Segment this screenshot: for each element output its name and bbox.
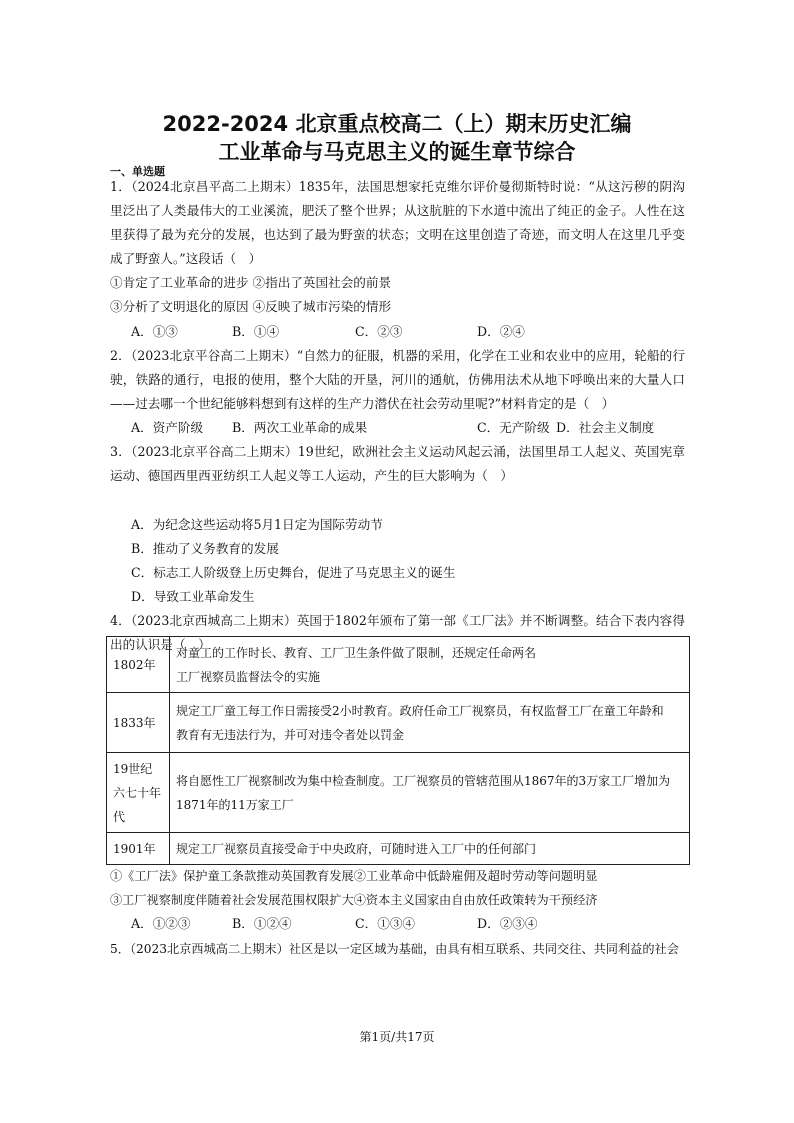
table-row: [107, 753, 690, 833]
question-4-option-c: C．①③④: [355, 916, 416, 931]
question-3-option-a: A．为纪念这些运动将5月1日定为国际劳动节: [131, 517, 383, 532]
question-2-option-d: D．社会主义制度: [556, 420, 655, 435]
question-3-option-d: D．导致工业革命发生: [131, 589, 255, 604]
question-1-option-c: C．②③: [355, 324, 403, 339]
question-1-items-2: ③分析了文明退化的原因 ④反映了城市污染的情形: [110, 299, 392, 314]
table-cell-content: 规定工厂童工每工作日需接受2小时教育。政府任命工厂视察员，有权监督工厂在童工年龄和 教育有无违法行为，并可对违令者处以罚金: [170, 693, 690, 753]
question-2-option-b: B．两次工业革命的成果: [232, 420, 368, 435]
table-row: [107, 637, 690, 693]
question-4-items-1: ①《工厂法》保护童工条款推动英国教育发展②工业革命中低龄雇佣及超时劳动等问题明显: [110, 869, 598, 883]
question-4-stem: 4．（2023北京西城高二上期末）英国于1802年颁布了第一部《工厂法》并不断调整。结合下表内容得出的认识是（ ）: [110, 613, 685, 652]
table-cell-content: 将自愿性工厂视察制改为集中检查制度。工厂视察员的管辖范围从1867年的3万家工厂增加为 1871年的11万家工厂: [170, 753, 690, 833]
question-1-option-d: D．②④: [477, 324, 525, 339]
question-5-stem: 5．（2023北京西城高二上期末）社区是以一定区域为基础，由具有相互联系、共同交往、共同利益的社会: [110, 942, 679, 956]
table-row: [107, 833, 690, 865]
table-row: [107, 693, 690, 753]
question-2-stem: 2．（2023北京平谷高二上期末）“自然力的征服，机器的采用，化学在工业和农业中的应用，轮船的行驶，铁路的通行，电报的使用，整个大陆的开垦，河川的通航，仿佛用法术从地下呼唤出来的大量人口——过去哪一个世纪能够料想到有这样的生产力潜伏在社会劳动里呢?”材料肯定的是（ ）: [110, 348, 685, 411]
question-3-option-c: C．标志工人阶级登上历史舞台，促进了马克思主义的诞生: [131, 565, 456, 580]
question-1-items-1: ①肯定了工业革命的进步 ②指出了英国社会的前景: [110, 275, 392, 290]
question-1-option-a: A．①③: [131, 324, 178, 339]
question-3-stem: 3．（2023北京平谷高二上期末）19世纪，欧洲社会主义运动风起云涌，法国里昂工人起义、英国宪章运动、德国西里西亚纺织工人起义等工人运动，产生的巨大影响为（ ）: [110, 444, 685, 483]
table-cell-content: 对童工的工作时长、教育、工厂卫生条件做了限制，还规定任命两名 工厂视察员监督法令的实施: [170, 637, 690, 693]
question-4-option-b: B．①②④: [232, 916, 292, 931]
table-cell-year: 19世纪 六七十年 代: [107, 753, 170, 833]
question-4-option-a: A．①②③: [131, 916, 191, 931]
table-cell-year: 1901年: [107, 833, 170, 865]
question-2-option-a: A．资产阶级: [131, 420, 204, 435]
section-heading: 一、单选题: [110, 165, 165, 178]
question-1-option-b: B．①④: [232, 324, 280, 339]
question-4-items-2: ③工厂视察制度伴随着社会发展范围权限扩大④资本主义国家由自由放任政策转为干预经济: [110, 893, 598, 907]
page-number: 第1页/共17页: [359, 1030, 435, 1044]
document-title: 2022-2024 北京重点校高二（上）期末历史汇编: [162, 112, 632, 136]
question-1-stem: 1．（2024北京昌平高二上期末）1835年，法国思想家托克维尔评价曼彻斯特时说：“从这污秽的阴沟里泛出了人类最伟大的工业溪流，肥沃了整个世界；从这肮脏的下水道中流出了纯正的金子。人性在这里获得了最为充分的发展，也达到了最为野蛮的状态；文明在这里创造了奇迹，而文明人在这里几乎变成了野蛮人。”这段话（ ）: [110, 179, 685, 266]
question-4-option-d: D．②③④: [477, 916, 538, 931]
document-subtitle: 工业革命与马克思主义的诞生章节综合: [218, 140, 576, 164]
table-cell-year: 1802年: [107, 637, 170, 693]
factory-act-table: [106, 636, 690, 865]
question-2-option-c: C．无产阶级: [477, 420, 550, 435]
question-3-option-b: B．推动了义务教育的发展: [131, 541, 279, 556]
table-cell-year: 1833年: [107, 693, 170, 753]
table-cell-content: 规定工厂视察员直接受命于中央政府，可随时进入工厂中的任何部门: [170, 833, 690, 865]
